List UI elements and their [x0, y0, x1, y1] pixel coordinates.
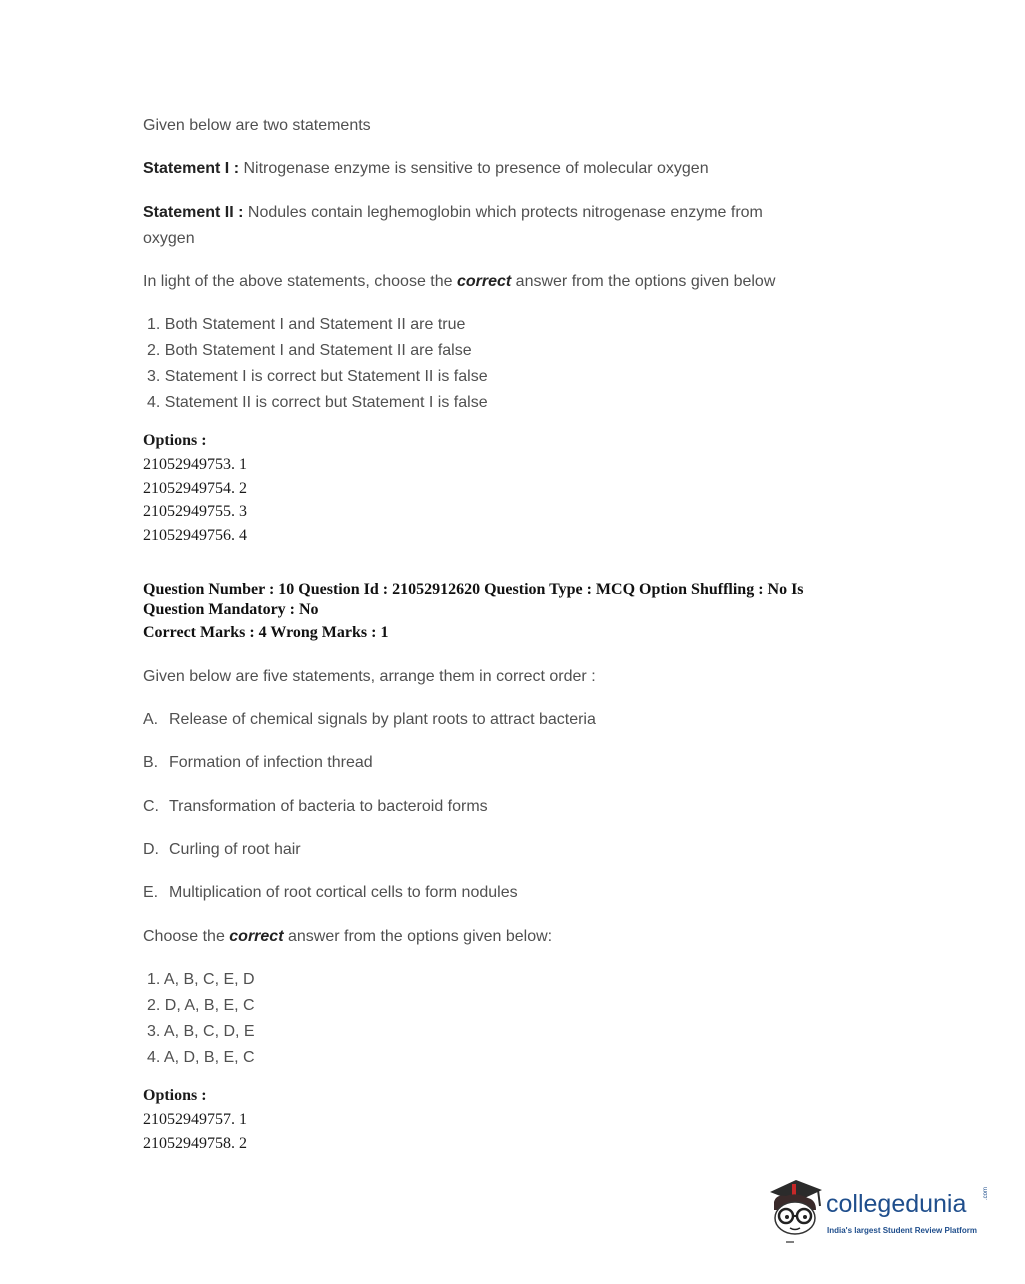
statement-1-text: Nitrogenase enzyme is sensitive to presence of molecular oxygen [239, 160, 709, 177]
mascot-icon [764, 1176, 828, 1246]
q9-statement-1 [143, 160, 709, 178]
q9-choice: 1. Both Statement I and Statement II are true [147, 316, 466, 333]
prompt-post: answer from the options given below: [283, 928, 553, 945]
statement-text: Curling of root hair [169, 841, 301, 858]
q10-choice: 2. D, A, B, E, C [147, 997, 255, 1014]
q10-marks: Correct Marks : 4 Wrong Marks : 1 [143, 624, 389, 641]
q9-option-id: 21052949753. 1 [143, 456, 247, 473]
statement-letter: B. [143, 754, 159, 771]
prompt-pre: In light of the above statements, choose the [143, 273, 457, 290]
q9-intro: Given below are two statements [143, 117, 371, 134]
q9-prompt [143, 273, 775, 291]
statement-letter: C. [143, 798, 159, 815]
q10-prompt [143, 928, 552, 946]
statement-2-text: Nodules contain leghemoglobin which protects nitrogenase enzyme from [243, 204, 763, 221]
q10-choice: 3. A, B, C, D, E [147, 1023, 255, 1040]
q10-choice: 4. A, D, B, E, C [147, 1049, 255, 1066]
statement-text: Formation of infection thread [169, 754, 373, 771]
q10-header-cont: Question Mandatory : No [143, 601, 319, 618]
statement-letter: A. [143, 711, 159, 728]
q10-statement [143, 884, 518, 902]
prompt-pre: Choose the [143, 928, 230, 945]
q10-header: Question Number : 10 Question Id : 21052912620 Question Type : MCQ Option Shuffling : No Is [143, 581, 804, 598]
q10-choice: 1. A, B, C, E, D [147, 971, 255, 988]
statement-text: Release of chemical signals by plant roots to attract bacteria [169, 711, 596, 728]
statement-letter: E. [143, 884, 159, 901]
q9-choice: 3. Statement I is correct but Statement II is false [147, 368, 488, 385]
q10-statement [143, 754, 373, 772]
q9-choice: 4. Statement II is correct but Statement I is false [147, 394, 488, 411]
q9-option-id: 21052949755. 3 [143, 503, 247, 520]
statement-1-label: Statement I : [143, 160, 240, 177]
brand-suffix: .com [983, 1186, 989, 1200]
prompt-emphasis: correct [229, 928, 284, 945]
prompt-post: answer from the options given below [511, 273, 776, 290]
q10-option-id: 21052949757. 1 [143, 1111, 247, 1128]
statement-2-label: Statement II : [143, 204, 244, 221]
statement-text: Multiplication of root cortical cells to form nodules [169, 884, 518, 901]
statement-letter: D. [143, 841, 159, 858]
q10-statement [143, 798, 488, 816]
q10-option-id: 21052949758. 2 [143, 1135, 247, 1152]
q9-options-label: Options : [143, 432, 207, 449]
statement-text: Transformation of bacteria to bacteroid forms [169, 798, 488, 815]
prompt-emphasis: correct [456, 273, 512, 290]
q9-choice: 2. Both Statement I and Statement II are false [147, 342, 472, 359]
q9-statement-2 [143, 204, 763, 222]
q9-option-id: 21052949754. 2 [143, 480, 247, 497]
brand-name: collegedunia [826, 1190, 967, 1218]
q10-statement [143, 711, 596, 729]
q10-intro: Given below are five statements, arrange them in correct order : [143, 668, 596, 685]
q9-statement-2-cont: oxygen [143, 230, 195, 247]
q9-option-id: 21052949756. 4 [143, 527, 247, 544]
q10-options-label: Options : [143, 1087, 207, 1104]
q10-statement [143, 841, 301, 859]
brand-tagline: India's largest Student Review Platform [827, 1226, 977, 1235]
